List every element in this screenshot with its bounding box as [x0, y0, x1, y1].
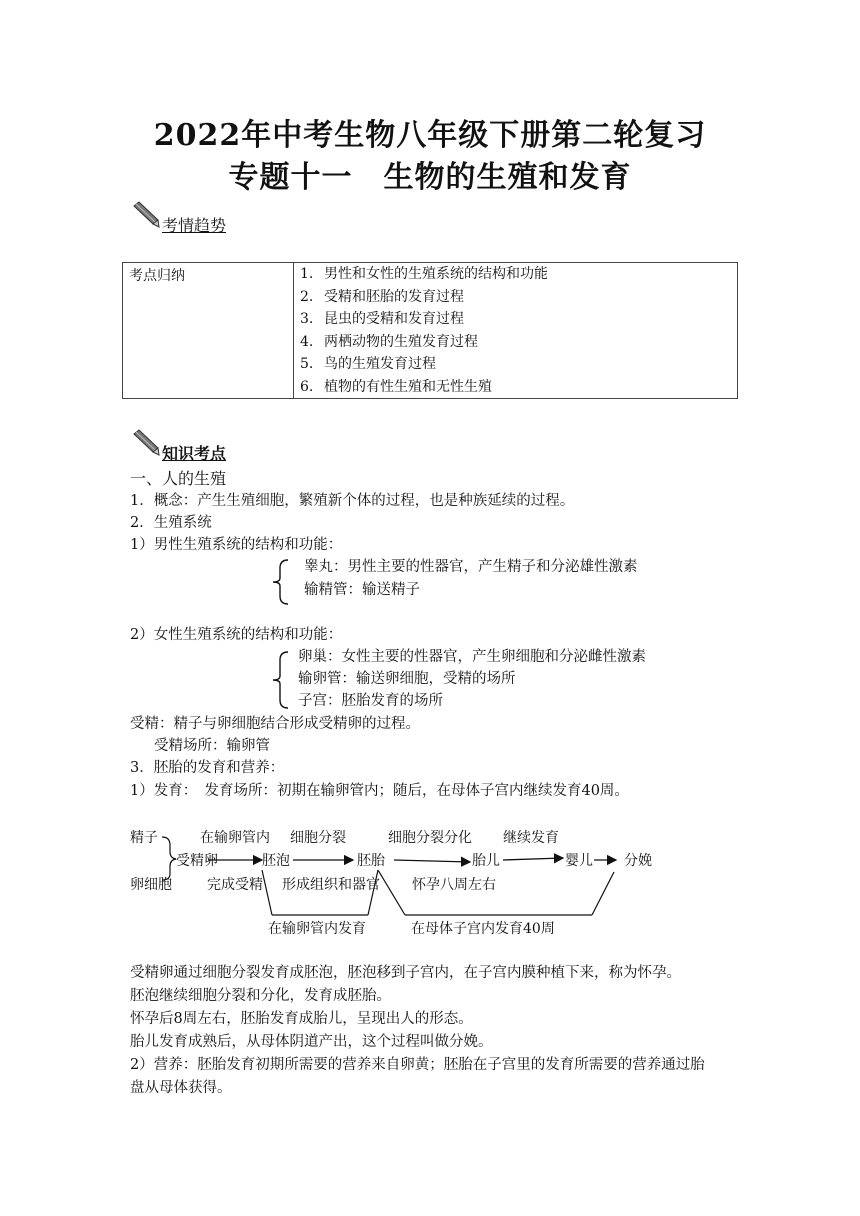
table-left-label: 考点归纳 [123, 263, 294, 399]
page-title-line1: 2022年中考生物八年级下册第二轮复习 [153, 118, 707, 153]
list-item: 3. 昆虫的受精和发育过程 [300, 311, 464, 327]
label-top: 继续发育 [503, 830, 559, 846]
fertilization-line: 受精：精子与卵细胞结合形成受精卵的过程。 [130, 716, 420, 732]
pencil-icon [130, 200, 160, 228]
paragraph: 胎儿发育成熟后，从母体阴道产出，这个过程叫做分娩。 [130, 1034, 493, 1050]
node-birth: 分娩 [624, 853, 652, 869]
node-sperm: 精子 [130, 830, 158, 846]
node-baby: 婴儿 [565, 853, 593, 869]
table-items-cell [294, 263, 738, 399]
list-item: 2. 受精和胚胎的发育过程 [300, 288, 464, 305]
section-heading-trend [162, 213, 226, 236]
label-top: 细胞分裂 [290, 830, 346, 846]
development-line: 1）发育： 发育场所：初期在输卵管内；随后，在母体子宫内继续发育40周。 [130, 783, 629, 799]
list-item: 1. 男性和女性的生殖系统的结构和功能 [300, 266, 548, 282]
label-bottom: 完成受精 [207, 877, 263, 893]
brace-icon [270, 558, 290, 606]
fertilization-place: 受精场所：输卵管 [154, 738, 270, 754]
paragraph: 盘从母体获得。 [130, 1080, 232, 1096]
female-system-title: 2）女性生殖系统的结构和功能： [130, 627, 343, 643]
embryo-title: 3．胚胎的发育和营养： [130, 760, 285, 776]
node-blastocyst: 胚泡 [262, 853, 290, 869]
brace-icon [270, 650, 290, 710]
male-item: 睾丸：男性主要的性器官，产生精子和分泌雄性激素 [304, 559, 638, 575]
section-label: 知识考点 [162, 444, 227, 463]
node-egg: 卵细胞 [130, 877, 172, 893]
label-bottom: 怀孕八周左右 [412, 877, 496, 893]
label-span: 在母体子宫内发育40周 [411, 921, 555, 937]
node-zygote: 受精卵 [176, 853, 218, 869]
paragraph: 受精卵通过细胞分裂发育成胚泡，胚泡移到子宫内，在子宫内膜种植下来，称为怀孕。 [130, 965, 681, 981]
list-item: 4. 两栖动物的生殖发育过程 [300, 333, 478, 350]
female-item: 卵巢：女性主要的性器官，产生卵细胞和分泌雌性激素 [298, 649, 646, 665]
node-fetus: 胎儿 [472, 853, 500, 869]
section-heading-knowledge [162, 441, 226, 464]
label-top: 细胞分裂分化 [388, 830, 472, 846]
label-span: 在输卵管内发育 [268, 921, 366, 937]
heading-human-reproduction: 一、人的生殖 [130, 469, 227, 488]
label-bottom: 形成组织和器官 [282, 877, 380, 893]
system-line: 2．生殖系统 [130, 515, 212, 531]
label-top: 在输卵管内 [200, 830, 270, 846]
female-item: 子宫：胚胎发育的场所 [298, 693, 443, 709]
exam-points-table [122, 262, 738, 399]
female-item: 输卵管：输送卵细胞，受精的场所 [298, 671, 516, 687]
male-item: 输精管：输送精子 [304, 582, 420, 598]
paragraph: 2）营养：胚胎发育初期所需要的营养来自卵黄；胚胎在子宫里的发育所需要的营养通过胎 [130, 1057, 705, 1073]
paragraph: 怀孕后8周左右，胚胎发育成胎儿，呈现出人的形态。 [130, 1011, 473, 1027]
node-embryo: 胚胎 [357, 853, 385, 869]
paragraph: 胚泡继续细胞分裂和分化，发育成胚胎。 [130, 988, 391, 1004]
list-item: 5. 鸟的生殖发育过程 [300, 356, 436, 372]
section-label: 考情趋势 [162, 216, 227, 235]
page-title-line2: 专题十一 生物的生殖和发育 [228, 160, 632, 195]
male-system-title: 1）男性生殖系统的结构和功能： [130, 537, 343, 553]
concept-line: 1．概念：产生生殖细胞，繁殖新个体的过程，也是种族延续的过程。 [130, 493, 575, 509]
list-item: 6. 植物的有性生殖和无性生殖 [300, 378, 492, 395]
pencil-icon [130, 428, 160, 456]
